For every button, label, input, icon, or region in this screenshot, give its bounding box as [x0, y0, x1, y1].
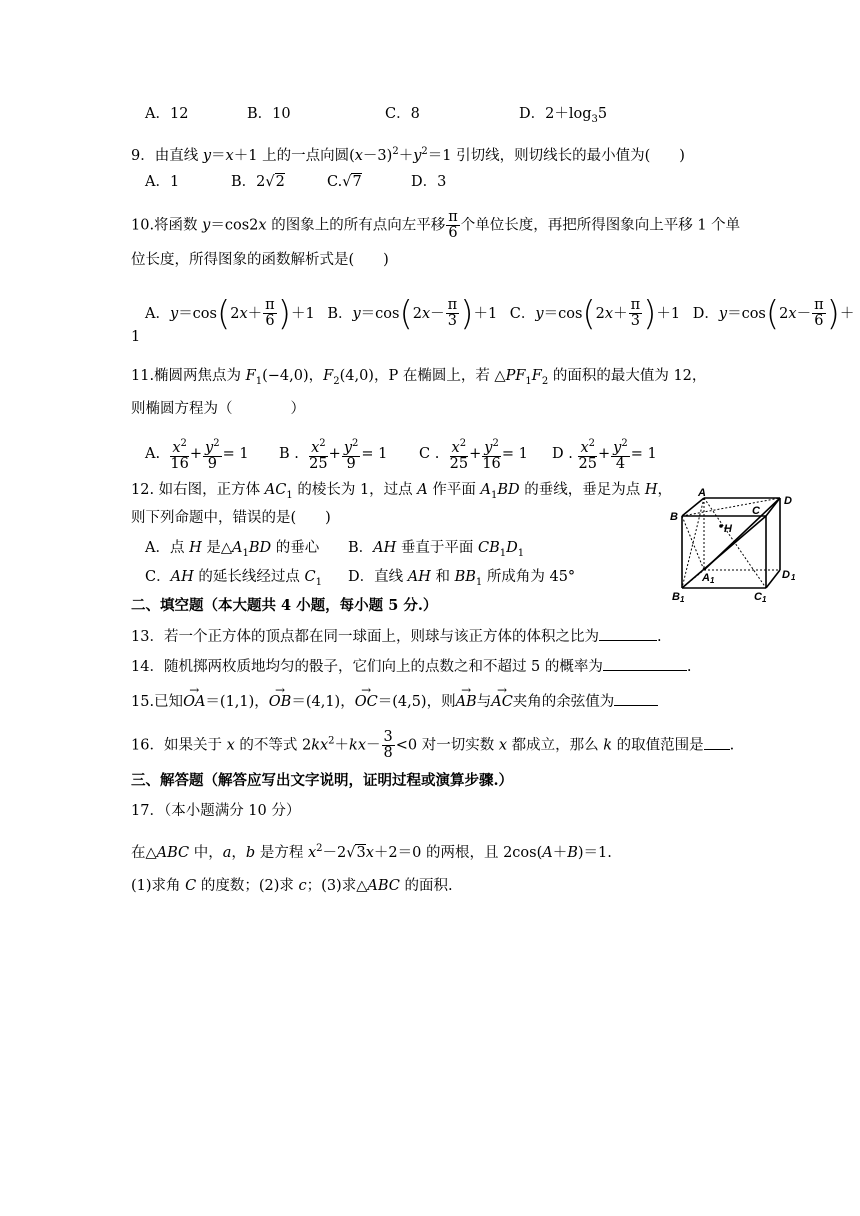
q10-option-a: A．y＝cos(2x＋ $\frac{\pi}{6}$ )＋1 — [145, 293, 315, 334]
q12-option-c: C．AH 的延长线经过点 $C_1$ — [145, 569, 322, 588]
q17-header: 17．（本小题满分 10 分） — [131, 803, 301, 819]
q11-option-c: C . $\frac{x^2}{25}$ + $\frac{y^2}{16}$ = 1 — [419, 438, 528, 472]
q11-stem: 11.椭圆两焦点为 $F_1(-4,0)$，$F_2(4,0)$，P 在椭圆上，若 $\triangle PF_1F_2$ 的面积的最大值为 12， — [131, 368, 707, 387]
q13: 13．若一个正方体的顶点都在同一球面上，则球与该正方体的体积之比为 . — [131, 629, 662, 645]
q11-option-d: D . $\frac{x^2}{25}$ + $\frac{y^2}{4}$ = 1 — [552, 438, 657, 472]
q12-options-row1 — [145, 538, 525, 564]
cube-label-d1-sub: 1 — [791, 573, 796, 582]
q12-option-a: A．点 H 是$\triangle A_1BD$ 的垂心 — [145, 540, 320, 559]
cube-label-c1-sub: 1 — [762, 595, 767, 604]
q16: 16．如果关于 x 的不等式 $2kx^2+kx-$ $\frac{3}{8}$ <0 对一切实数 x 都成立，那么 k 的取值范围是 . — [131, 729, 735, 761]
q11-option-a: A. $\frac{x^2}{16}$ + $\frac{y^2}{9}$ = 1 — [145, 438, 249, 472]
q8-option-d: D．$2+\log_35$ — [519, 106, 608, 125]
q12-options-row2 — [145, 567, 576, 593]
q9-stem: 9．由直线 y＝x＋1 上的一点向圆$(x-3)^2+y^2=1$ 引切线，则切线长的最小值为( ) — [131, 146, 685, 164]
cube-label-a1: A — [702, 572, 710, 584]
cube-label-d: D — [784, 495, 792, 507]
cube-label-b1-sub: 1 — [680, 595, 685, 604]
section-fill-in-heading: 二、填空题（本大题共 4 小题，每小题 5 分.） — [131, 597, 438, 614]
q9-option-b: B．2√2 — [231, 174, 285, 190]
q8-option-c: C．8 — [385, 106, 420, 122]
cube-label-d1: D — [782, 569, 790, 581]
q14: 14．随机掷两枚质地均匀的骰子，它们向上的点数之和不超过 5 的概率为 . — [131, 659, 692, 675]
q11-option-b: B . $\frac{x^2}{25}$ + $\frac{y^2}{9}$ = 1 — [279, 438, 388, 472]
q9-options — [145, 172, 485, 192]
q10-option-d: D．y＝cos(2x－ $\frac{\pi}{6}$ )＋ — [692, 293, 855, 334]
q10-stem-line2: 位长度，所得图象的函数解析式是( ) — [131, 252, 389, 268]
q12-stem-line2: 则下列命题中，错误的是( ) — [131, 510, 331, 526]
q15: 15.已知→ OA＝(1,1)，→ OB＝(4,1)，→ OC＝(4,5)，则→ AB与→ AC夹角的余弦值为 — [131, 692, 658, 712]
cube-label-a1-sub: 1 — [710, 576, 715, 585]
q10-option-d-wrap: 1 — [131, 329, 141, 345]
q17-stem: 在△ABC 中，a，b 是方程 $x^2-2√3x+2=0$ 的两根，且 2cos(A＋B)＝1. — [131, 843, 612, 861]
section-solution-heading: 三、解答题（解答应写出文字说明，证明过程或演算步骤.） — [131, 772, 514, 789]
q9-option-d: D．3 — [411, 174, 447, 190]
q10-options — [145, 293, 855, 334]
cube-label-c1: C — [754, 591, 762, 603]
q8-option-b: B．10 — [247, 106, 291, 122]
point-h-marker — [719, 524, 723, 528]
q12-option-b: B．AH 垂直于平面 $CB_1D_1$ — [348, 540, 525, 559]
q9-option-c: C.√7 — [327, 174, 362, 190]
q10-stem: 10.将函数 y＝cos2x 的图象上的所有点向左平移 $\frac{\pi}{6}$ 个单位长度，再把所得图象向上平移 1 个单 — [131, 209, 741, 241]
cube-label-b1: B — [672, 591, 680, 603]
q11-stem-line2: 则椭圆方程为（ ） — [131, 401, 305, 417]
q8-options — [145, 104, 608, 125]
q10-option-b: B．y＝cos(2x－ $\frac{\pi}{3}$ )＋1 — [327, 293, 498, 334]
cube-label-a: A — [698, 487, 706, 499]
cube-label-c: C — [752, 505, 760, 517]
q12-stem: 12. 如右图，正方体 $AC_1$ 的棱长为 1，过点 A 作平面 $A_1BD$ 的垂线，垂足为点 H， — [131, 482, 673, 501]
q10-option-c: C．y＝cos(2x＋ $\frac{\pi}{3}$ )＋1 — [509, 293, 681, 334]
cube-label-b: B — [670, 511, 678, 523]
q12-option-d: D．直线 AH 和 $BB_1$ 所成角为 45° — [348, 569, 576, 588]
q9-option-a: A．1 — [145, 174, 180, 190]
cube-figure — [668, 484, 800, 606]
q8-option-a: A．12 — [145, 106, 189, 122]
q17-tasks: (1)求角 C 的度数；(2)求 c；(3)求△ABC 的面积. — [131, 878, 453, 894]
cube-label-h: H — [724, 523, 732, 535]
